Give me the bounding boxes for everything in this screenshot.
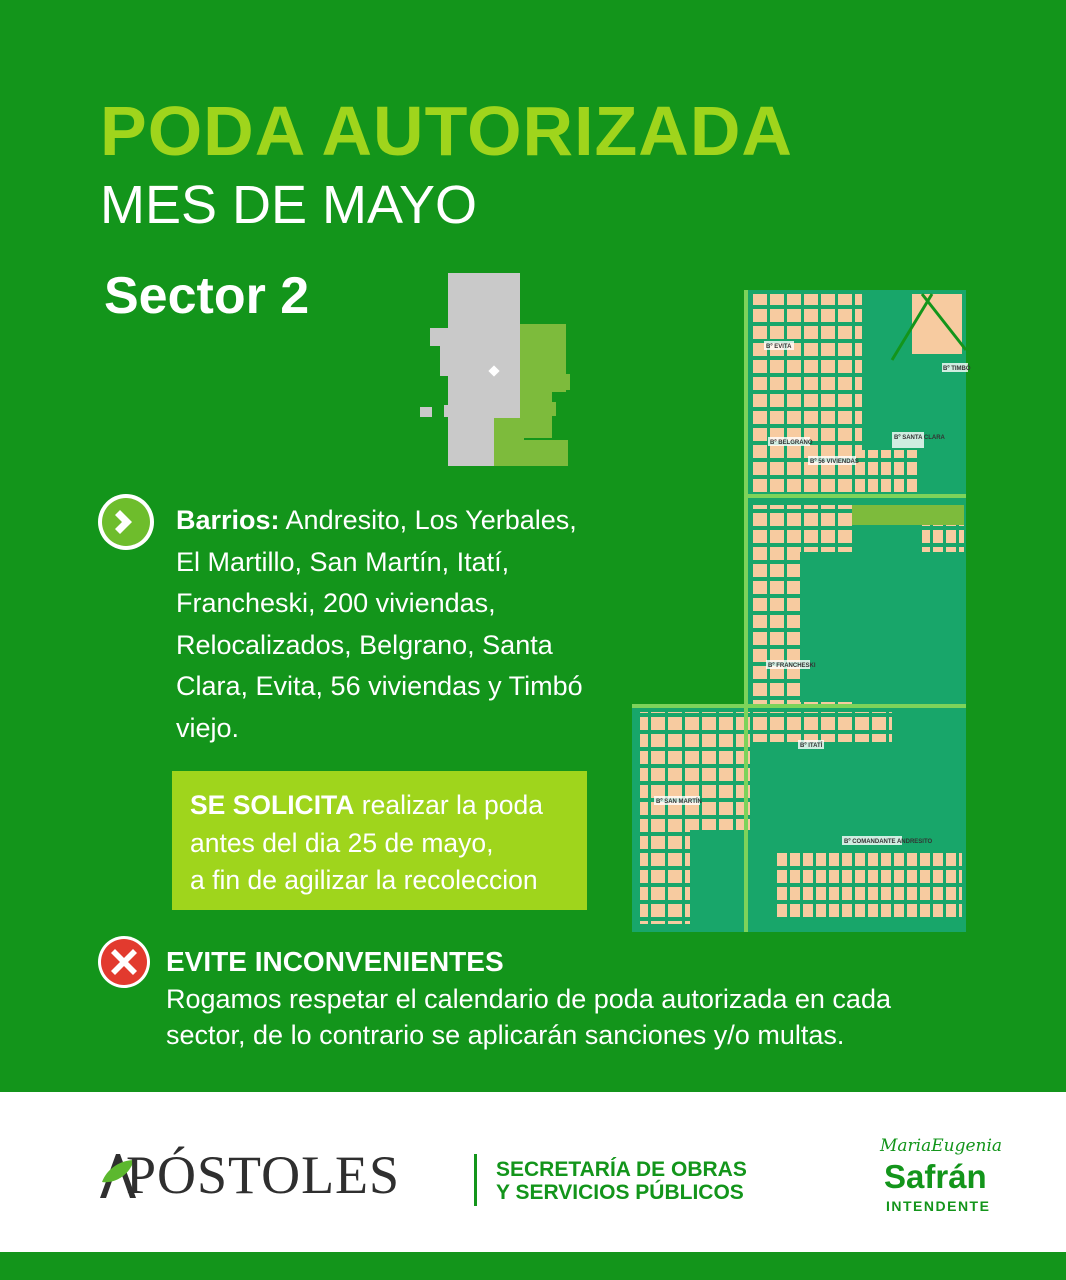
map-label-santa-clara: Bº SANTA CLARA <box>894 435 945 441</box>
close-x-icon <box>98 936 150 988</box>
map-label-timbo: Bº TIMBÓ <box>943 366 971 372</box>
footer-divider <box>474 1154 477 1206</box>
map-label-san-martin: Bº SAN MARTÍN <box>656 799 702 805</box>
solicita-box <box>172 771 587 910</box>
barrios-label: Barrios: <box>176 505 280 535</box>
map-label-itati: Bº ITATÍ <box>800 743 823 749</box>
solicita-line3: a fin de agilizar la recoleccion <box>190 865 538 895</box>
evite-line1: Rogamos respetar el calendario de poda autorizada en cada <box>166 984 891 1014</box>
map-label-evita: Bº EVITA <box>766 344 792 350</box>
apostoles-logo-text: PÓSTOLES <box>126 1145 401 1205</box>
barrios-list <box>176 500 596 749</box>
secretaria-label <box>496 1158 747 1204</box>
solicita-strong: SE SOLICITA <box>190 790 355 820</box>
barrios-text: Andresito, Los Yerbales, El Martillo, San Martín, Itatí, Francheski, 200 viviendas, Relocalizados, Belgrano, Santa Clara, Evita, 56 viviendas y Timbó viejo. <box>176 505 583 743</box>
solicita-line2: antes del dia 25 de mayo, <box>190 827 494 858</box>
sector-locator-map <box>410 270 580 470</box>
map-label-andresito: Bº COMANDANTE ANDRESITO <box>844 839 933 845</box>
evite-line2: sector, de lo contrario se aplicarán sanciones y/o multas. <box>166 1019 845 1050</box>
evite-text <box>166 982 1026 1053</box>
bottom-bar <box>0 1252 1066 1280</box>
map-label-56-viviendas: Bº 56 VIVIENDAS <box>810 459 859 465</box>
secretaria-line2: Y SERVICIOS PÚBLICOS <box>496 1181 744 1204</box>
intendente-label: INTENDENTE <box>886 1198 991 1214</box>
map-label-francheski: Bº FRANCHESKI <box>768 663 816 669</box>
poster-subtitle: MES DE MAYO <box>100 175 478 235</box>
map-label-belgrano: Bº BELGRANO <box>770 440 813 446</box>
poster-title: PODA AUTORIZADA <box>100 92 793 170</box>
safran-name: Safrán <box>884 1158 987 1195</box>
secretaria-line1: SECRETARÍA DE OBRAS <box>496 1158 747 1181</box>
evite-title: EVITE INCONVENIENTES <box>166 946 504 977</box>
signature-text: MariaEugenia <box>880 1136 1003 1156</box>
sector-street-map <box>632 290 971 932</box>
solicita-line1: realizar la poda <box>361 790 543 820</box>
sector-label: Sector 2 <box>104 267 310 325</box>
chevron-right-icon <box>98 494 154 550</box>
